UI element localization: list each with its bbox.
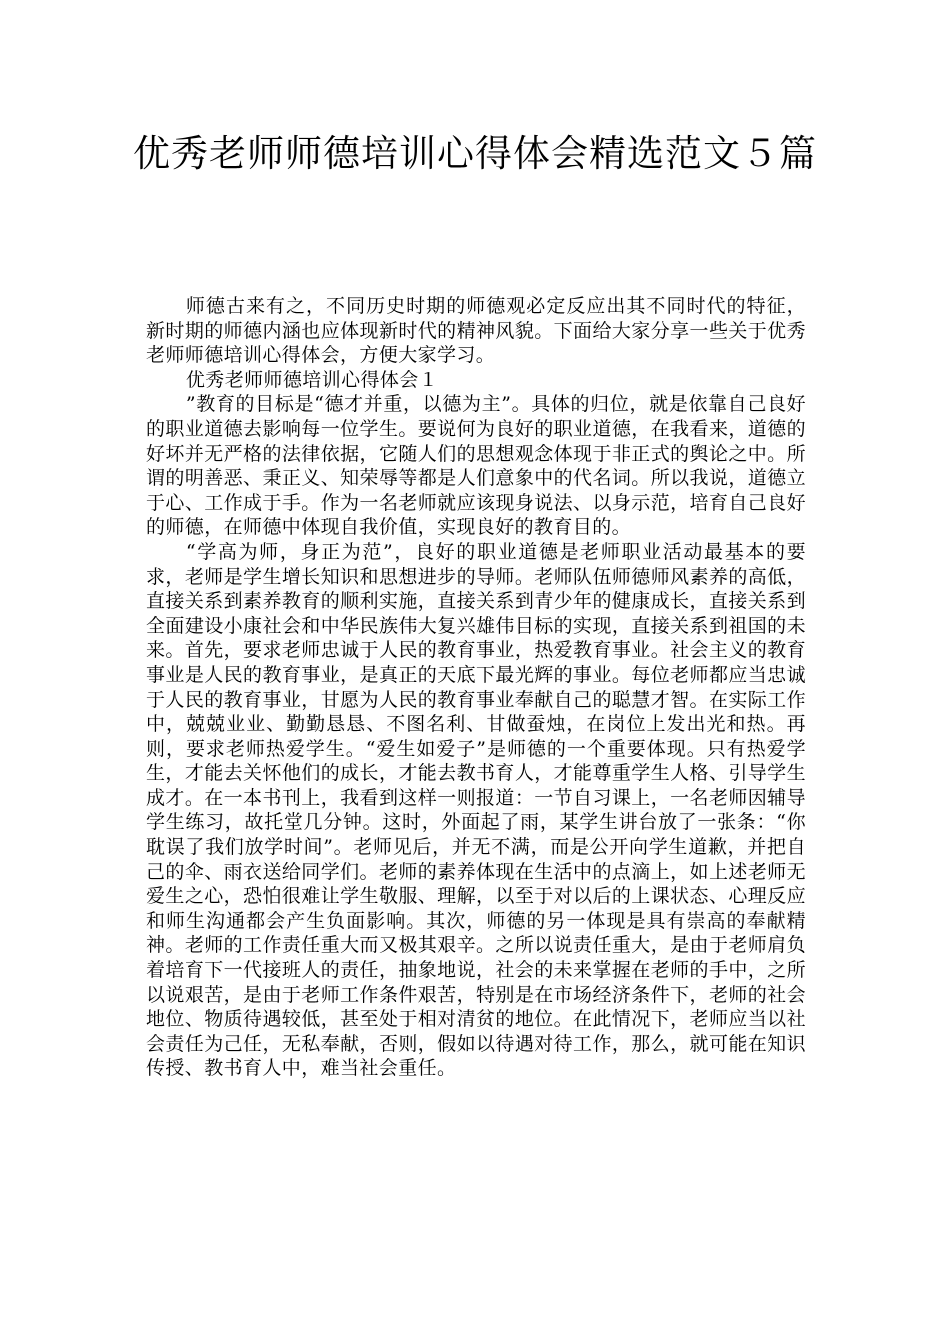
document-title: 优秀老师师德培训心得体会精选范文５篇 [133, 132, 817, 175]
body-paragraph: ”教育的目标是“德才并重，以德为主”。具体的归位，就是依靠自己良好的职业道德去影响每一位学生。要说何为良好的职业道德，在我看来，道德的好坏并无严格的法律依据，它随人们的思想观念体现于非正式的舆论之中。所谓的明善恶、秉正义、知荣辱等都是人们意象中的代名词。所以我说，道德立于心、工作成于手。作为一名老师就应该现身说法、以身示范，培育自己良好的师德，在师德中体现自我价值，实现良好的教育目的。 [146, 393, 806, 539]
intro-paragraph: 师德古来有之，不同历史时期的师德观必定反应出其不同时代的特征，新时期的师德内涵也应体现新时代的精神风貌。下面给大家分享一些关于优秀老师师德培训心得体会，方便大家学习。 [146, 295, 806, 367]
section-heading: 优秀老师师德培训心得体会１ [185, 368, 439, 391]
document-body [146, 294, 806, 1081]
body-paragraph: “学高为师，身正为范”，良好的职业道德是老师职业活动最基本的要求，老师是学生增长知识和思想进步的导师。老师队伍师德师风素养的高低，直接关系到素养教育的顺利实施，直接关系到青少年的健康成长，直接关系到全面建设小康社会和中华民族伟大复兴雄伟目标的实现，直接关系到祖国的未来。首先，要求老师忠诚于人民的教育事业，热爱教育事业。社会主义的教育事业是人民的教育事业，是真正的天底下最光辉的事业。每位老师都应当忠诚于人民的教育事业，甘愿为人民的教育事业奉献自己的聪慧才智。在实际工作中，兢兢业业、勤勤恳恳、不图名利、甘做蚕烛，在岗位上发出光和热。再则，要求老师热爱学生。“爱生如爱子”是师德的一个重要体现。只有热爱学生，才能去关怀他们的成长，才能去教书育人，才能尊重学生人格、引导学生成才。在一本书刊上，我看到这样一则报道：一节自习课上，一名老师因辅导学生练习，故托堂几分钟。这时，外面起了雨，某学生讲台放了一张条：“你耽误了我们放学时间”。老师见后，并无不满，而是公开向学生道歉，并把自己的伞、雨衣送给同学们。老师的素养体现在生活中的点滴上，如上述老师无爱生之心，恐怕很难让学生敬服、理解，以至于对以后的上课状态、心理反应和师生沟通都会产生负面影响。其次，师德的另一体现是具有崇高的奉献精神。老师的工作责任重大而又极其艰辛。之所以说责任重大，是由于老师肩负着培育下一代接班人的责任，抽象地说，社会的未来掌握在老师的手中，之所以说艰苦，是由于老师工作条件艰苦，特别是在市场经济条件下，老师的社会地位、物质待遇较低，甚至处于相对清贫的地位。在此情况下，老师应当以社会责任为己任，无私奉献，否则，假如以待遇对待工作，那么，就可能在知识传授、教书育人中，难当社会重任。 [146, 540, 806, 1080]
